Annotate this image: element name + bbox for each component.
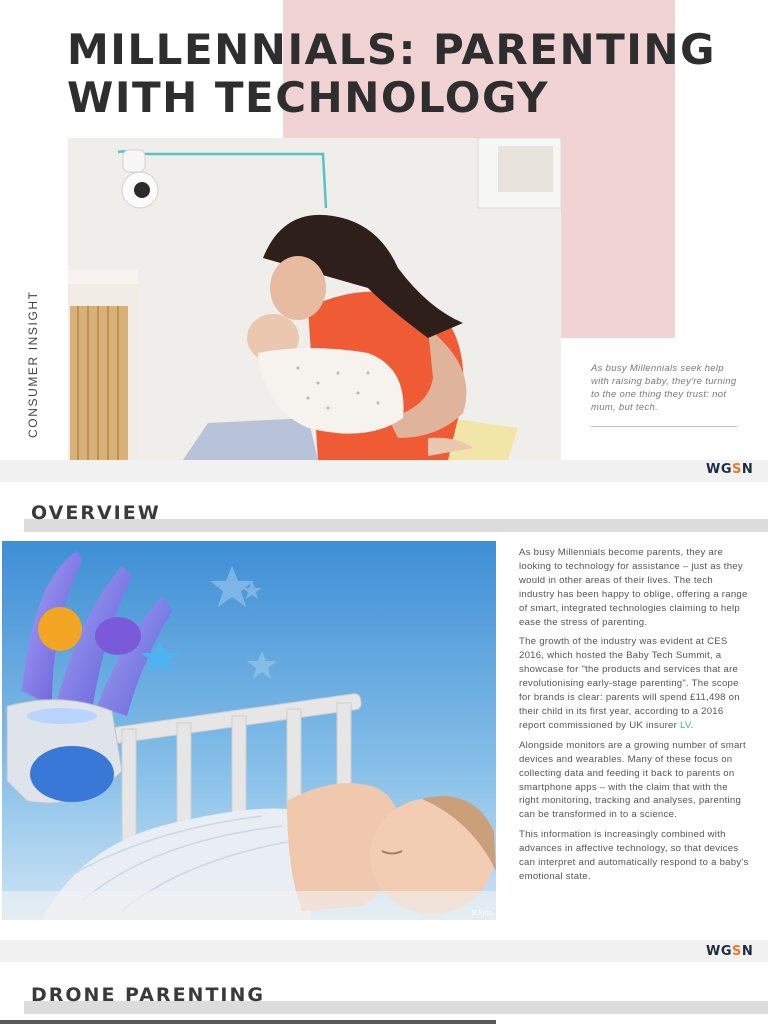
overview-illustration [2, 541, 496, 920]
overview-paragraph-4: This information is increasingly combined with advances in affective technology, so that devices can interpret and automatically respond to a baby's emotional state. [519, 829, 749, 882]
section-side-label: CONSUMER INSIGHT [26, 290, 40, 438]
logo-part-right: N [741, 462, 754, 477]
next-image-strip [0, 1020, 496, 1024]
wgsn-logo-2 [706, 944, 753, 959]
overview-paragraph-1: As busy Millennials become parents, they are looking to technology for assistance – just as they would in other areas of their lives. The tech industry has been happy to oblige, offering a range of smart, integrated technologies claiming to help ease the stress of parenting. [519, 547, 748, 628]
page-footer-band [0, 460, 768, 482]
lv-link[interactable]: LV [680, 719, 691, 731]
logo-part-accent: S [732, 944, 742, 959]
overview-body-text [519, 546, 749, 890]
logo-part-right: N [741, 944, 754, 959]
hero-caption: As busy Millennials seek help with raising baby, they're turning to the one thing they trust: not mum, but tech. [591, 363, 737, 413]
overview-paragraph-2-tail: . [690, 719, 694, 731]
overview-photo-sleeping-baby [2, 541, 496, 920]
caption-divider [591, 426, 737, 427]
page-title [67, 26, 757, 122]
image-credit: B Kids [471, 910, 492, 917]
page-footer-band-2 [0, 940, 768, 962]
overview-paragraph-2 [519, 635, 749, 732]
hero-photo-mother-baby [68, 138, 561, 460]
overview-heading-label: OVERVIEW [31, 502, 161, 524]
drone-heading-label: DRONE PARENTING [31, 984, 265, 1006]
overview-paragraph-3: Alongside monitors are a growing number of smart devices and wearables. Many of these focus on collecting data and feeding it back to parents on smartphone apps – with the claim that with the right monitoring, tracking and analyses, parenting can be transformed in to a science. [519, 739, 746, 821]
overview-paragraph-2-text: The growth of the industry was evident at CES 2016, which hosted the Baby Tech Summit, a showcase for "the products and services that are revolutionising early-stage parenting". The scope for brands is clear: parents will spend £11,498 on their child in its first year, according to a 2016 report commissioned by UK insurer [519, 636, 740, 731]
hero-illustration [68, 138, 561, 460]
logo-part-left: WG [706, 462, 733, 477]
overview-section-heading [24, 502, 768, 532]
title-line-1: MILLENNIALS: PARENTING [67, 25, 717, 74]
wgsn-logo [706, 462, 753, 477]
logo-part-accent: S [732, 462, 742, 477]
title-line-2: WITH TECHNOLOGY [67, 73, 549, 122]
drone-section-heading [24, 984, 768, 1014]
logo-part-left: WG [706, 944, 733, 959]
cover-page [0, 0, 768, 460]
